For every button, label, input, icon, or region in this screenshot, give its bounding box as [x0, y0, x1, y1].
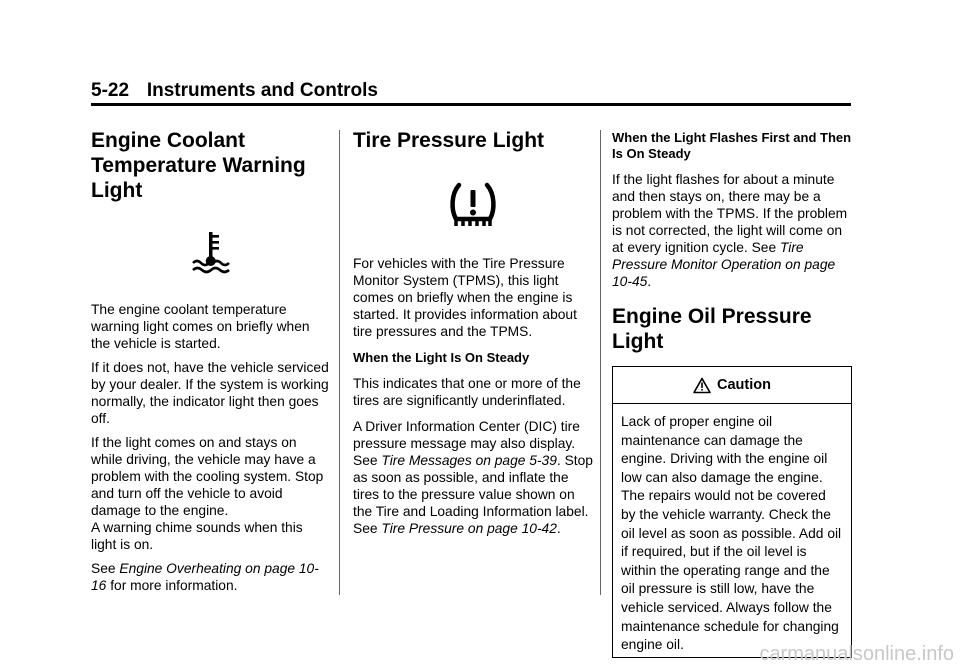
- tpms-operation-link[interactable]: Tire Pressure Monitor Operation on page 10-45: [612, 240, 836, 289]
- tire-subheading-steady: When the Light Is On Steady: [353, 350, 530, 365]
- coolant-paragraph-1: The engine coolant temperature warning light comes on briefly when the vehicle is started.: [91, 302, 310, 351]
- caution-box: [612, 366, 852, 658]
- caution-triangle-icon: [693, 377, 711, 394]
- tire-paragraph-2: This indicates that one or more of the tires are significantly underinflated.: [353, 376, 581, 408]
- coolant-paragraph-3: If the light comes on and stays on while driving, the vehicle may have a problem with the cooling system. Stop and turn off the vehicle to avoid damage to the engine.: [91, 435, 324, 518]
- tire-paragraph-3: A Driver Information Center (DIC) tire pressure message may also display. See Tire Messages on page 5-39. Stop as soon as possible, and inflate the tires to the pressure value shown on the Tire and Loading Information label. See Tire Pressure on page 10-42.: [353, 419, 593, 536]
- coolant-paragraph-5: See Engine Overheating on page 10-16 for more information.: [91, 561, 319, 593]
- tire-pressure-heading: Tire Pressure Light: [353, 129, 545, 152]
- coolant-paragraph-4: A warning chime sounds when this light is on.: [91, 520, 303, 552]
- coolant-temperature-icon: [188, 229, 234, 275]
- caution-label: Caution: [717, 377, 771, 393]
- column-2: [353, 128, 593, 544]
- column-divider-1: [339, 130, 340, 595]
- page-number: 5-22: [91, 80, 130, 101]
- caution-header: [613, 367, 851, 404]
- coolant-heading: Engine Coolant Temperature Warning Light: [91, 129, 306, 202]
- watermark: carmanualsonline.info: [759, 643, 954, 665]
- header-rule: [91, 103, 851, 106]
- tire-pressure-icon: [446, 181, 500, 233]
- tire-subheading-flashes: When the Light Flashes First and Then Is On Steady: [612, 130, 852, 161]
- page-header: [91, 80, 851, 104]
- engine-overheating-link[interactable]: Engine Overheating on page 10-16: [91, 561, 319, 593]
- tire-pressure-link[interactable]: Tire Pressure on page 10-42: [381, 521, 557, 536]
- caution-text: Lack of proper engine oil maintenance can damage the engine. Driving with the engine oil low can also damage the engine. The repairs would not be covered by the vehicle warranty. Check the oil level as soon as possible. Add oil if required, but if the oil level is within the operating range and the oil pressure is still low, have the vehicle serviced. Always follow the maintenance schedule for changing engine oil.: [621, 414, 842, 653]
- tire-messages-link[interactable]: Tire Messages on page 5-39: [381, 453, 557, 468]
- oil-pressure-heading: Engine Oil Pressure Light: [612, 305, 812, 353]
- section-title: Instruments and Controls: [146, 80, 378, 101]
- tire-paragraph-1: For vehicles with the Tire Pressure Monitor System (TPMS), this light comes on briefly when the engine is started. It provides information about tire pressures and the TPMS.: [353, 256, 577, 339]
- column-1: [91, 128, 331, 601]
- column-divider-2: [600, 130, 601, 595]
- column-3: [612, 130, 852, 658]
- coolant-paragraph-2: If it does not, have the vehicle serviced by your dealer. If the system is working normally, the indicator light then goes off.: [91, 360, 329, 426]
- tire-paragraph-4: If the light flashes for about a minute and then stays on, there may be a problem with the TPMS. If the problem is not corrected, the light will come on at every ignition cycle. See Tire Pressure Monitor Operation on page 10-45.: [612, 172, 848, 289]
